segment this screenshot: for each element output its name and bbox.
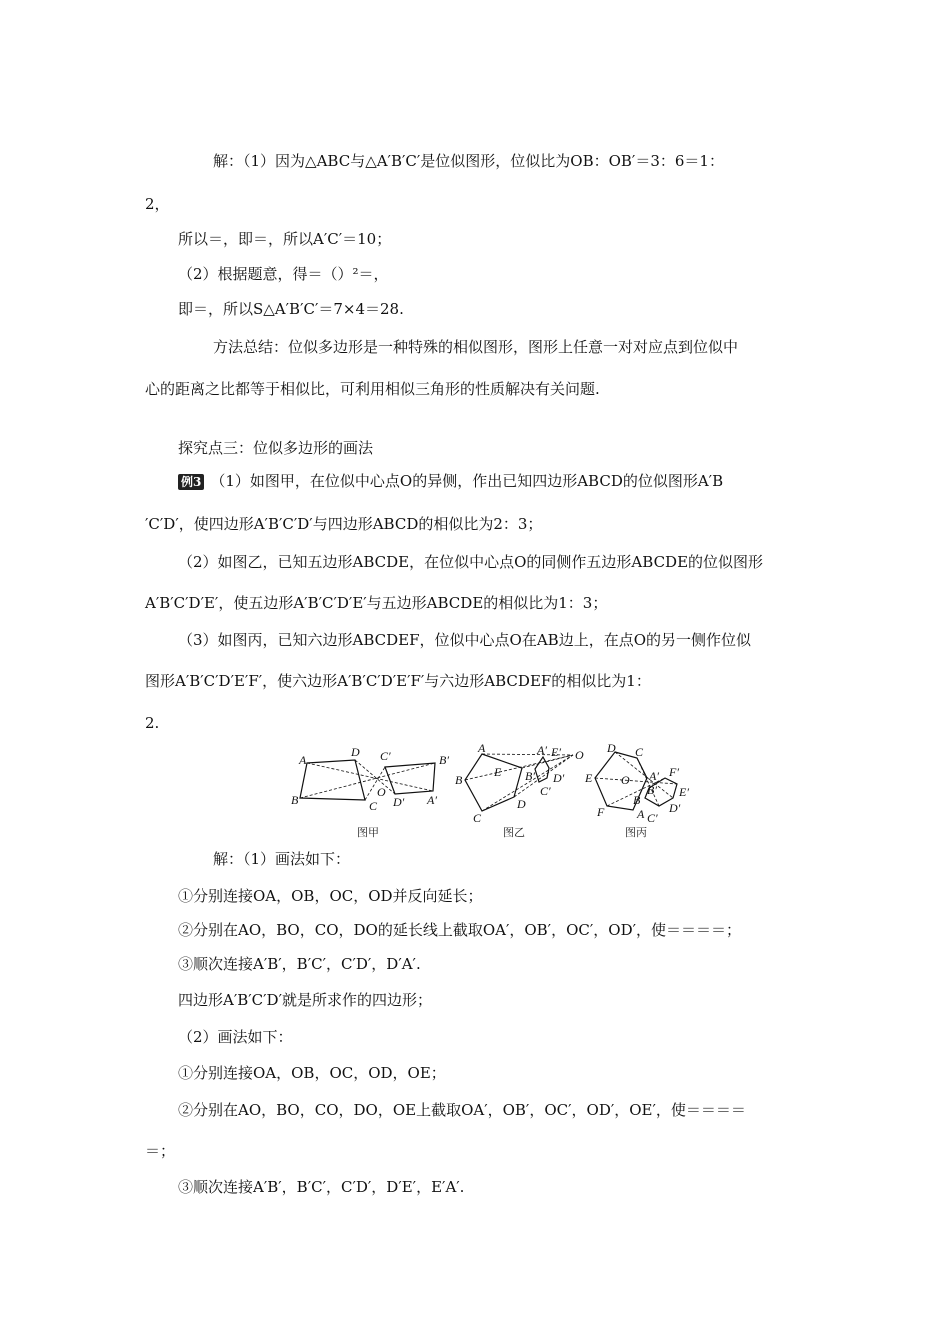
- bing-label-O: O: [621, 773, 630, 787]
- figures-svg: [285, 740, 695, 840]
- bing-label-B: B: [633, 793, 641, 807]
- jia-label-C: C: [369, 799, 378, 813]
- solution-line-5: 即＝，所以S△A′B′C′＝7×4＝28.: [178, 300, 404, 318]
- solution-line-1: 解：（1）因为△ABC与△A′B′C′是位似图形，位似比为OB：OB′＝3：6＝1：: [213, 152, 724, 170]
- section-heading: 探究点三：位似多边形的画法: [178, 439, 374, 457]
- jia-quad-a1b1c1d1: [385, 763, 435, 794]
- jia-label-A1: A′: [427, 793, 437, 807]
- drawing-solution-line-4: ③顺次连接A′B′，B′C′，C′D′，D′A′.: [178, 955, 421, 973]
- yi-label-A: A: [478, 741, 486, 755]
- bing-label-F: F: [597, 805, 605, 819]
- method-summary-line-1: 方法总结：位似多边形是一种特殊的相似图形，图形上任意一对对应点到位似中: [213, 338, 739, 356]
- example-badge: 例3: [178, 474, 204, 490]
- yi-label-C: C: [473, 811, 482, 825]
- drawing-solution-line-9: ＝；: [145, 1142, 176, 1160]
- solution-line-4: （2）根据题意，得＝（）²＝，: [178, 265, 389, 283]
- caption-jia: 图甲: [357, 826, 379, 839]
- bing-label-D: D: [607, 741, 616, 755]
- jia-label-B1: B′: [439, 753, 449, 767]
- caption-bing: 图丙: [625, 826, 647, 839]
- bing-label-A: A: [637, 807, 645, 821]
- figure-bing: [584, 741, 689, 839]
- drawing-solution-line-7: ①分别连接OA，OB，OC，OD，OE；: [178, 1064, 446, 1082]
- yi-label-B1: B′: [525, 769, 535, 783]
- yi-label-C1: C′: [540, 784, 551, 798]
- solution-line-3: 所以＝，即＝，所以A′C′＝10；: [178, 230, 392, 248]
- bing-label-F1: F′: [669, 765, 679, 779]
- bing-label-C1: C′: [647, 811, 658, 825]
- drawing-solution-line-2: ①分别连接OA，OB，OC，OD并反向延长；: [178, 887, 483, 905]
- drawing-solution-line-6: （2）画法如下：: [178, 1028, 293, 1046]
- bing-label-C: C: [635, 745, 644, 759]
- example-3-line-3: （2）如图乙，已知五边形ABCDE，在位似中心点O的同侧作五边形ABCDE的位似图形: [178, 553, 764, 571]
- jia-quad-abcd: [300, 760, 365, 800]
- bing-label-B1: B′: [647, 783, 657, 797]
- figures-row: [285, 740, 695, 840]
- drawing-solution-line-5: 四边形A′B′C′D′就是所求作的四边形；: [178, 991, 432, 1009]
- drawing-solution-line-1: 解：（1）画法如下：: [213, 850, 351, 868]
- bing-label-E: E: [585, 771, 593, 785]
- yi-label-O: O: [575, 748, 584, 762]
- yi-pentagon-a1b1c1d1e1: [535, 757, 549, 782]
- example-3-line-1: [178, 471, 723, 491]
- example-3-line-5: （3）如图丙，已知六边形ABCDEF，位似中心点O在AB边上，在点O的另一侧作位似: [178, 631, 751, 649]
- example-3-line-6: 图形A′B′C′D′E′F′，使六边形A′B′C′D′E′F′与六边形ABCDEF的相似比为1：: [145, 672, 651, 690]
- jia-label-B: B: [291, 793, 299, 807]
- jia-label-C1: C′: [380, 749, 391, 763]
- jia-label-D: D: [351, 745, 360, 759]
- bing-label-E1: E′: [679, 785, 689, 799]
- jia-label-O: O: [377, 785, 386, 799]
- yi-pentagon-abcde: [465, 754, 522, 811]
- yi-label-E1: E′: [551, 745, 561, 759]
- jia-dashed-lines: [300, 760, 435, 800]
- example-3-line-4: A′B′C′D′E′，使五边形A′B′C′D′E′与五边形ABCDE的相似比为1：3；: [145, 594, 608, 612]
- figure-yi: [455, 741, 584, 839]
- caption-yi: 图乙: [503, 826, 525, 839]
- yi-label-B: B: [455, 773, 463, 787]
- jia-label-D1: D′: [393, 795, 405, 809]
- method-summary-line-2: 心的距离之比都等于相似比，可利用相似三角形的性质解决有关问题.: [145, 380, 600, 398]
- yi-label-E: E: [494, 765, 502, 779]
- drawing-solution-line-8: ②分别在AO，BO，CO，DO，OE上截取OA′，OB′，OC′，OD′，OE′，使＝＝＝＝: [178, 1101, 746, 1119]
- figure-jia: [291, 745, 449, 839]
- solution-line-2: 2，: [145, 195, 170, 213]
- bing-label-A1: A′: [649, 769, 659, 783]
- yi-label-D: D: [517, 797, 526, 811]
- yi-label-A1: A′: [537, 743, 547, 757]
- drawing-solution-line-10: ③顺次连接A′B′，B′C′，C′D′，D′E′，E′A′.: [178, 1178, 465, 1196]
- jia-label-A: A: [299, 753, 307, 767]
- drawing-solution-line-3: ②分别在AO，BO，CO，DO的延长线上截取OA′，OB′，OC′，OD′，使＝＝＝＝；: [178, 921, 742, 939]
- example-3-line-7: 2.: [145, 714, 160, 732]
- bing-label-D1: D′: [669, 801, 681, 815]
- example-3-line-2: ′C′D′，使四边形A′B′C′D′与四边形ABCD的相似比为2：3；: [145, 515, 543, 533]
- example-text: （1）如图甲，在位似中心点O的异侧，作出已知四边形ABCD的位似图形A′B: [210, 472, 724, 490]
- yi-label-D1: D′: [553, 771, 565, 785]
